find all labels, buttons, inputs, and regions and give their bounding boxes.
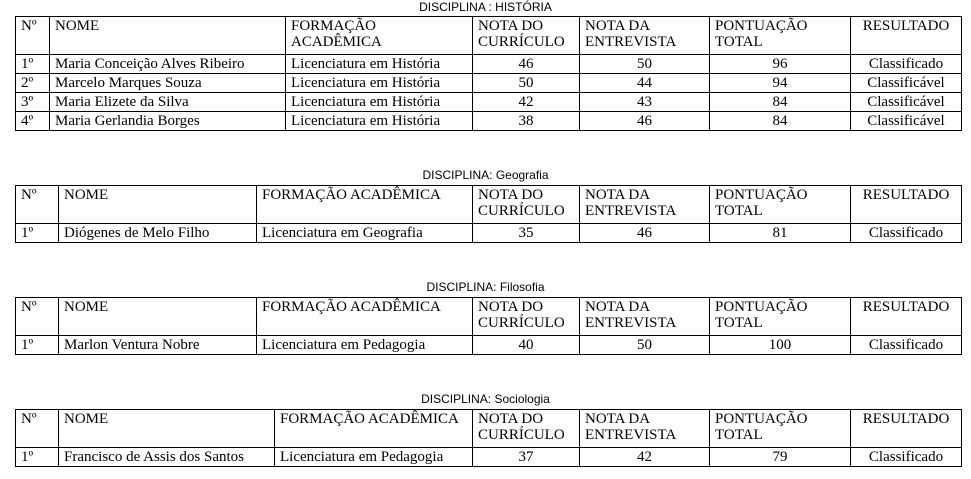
header-nota-curriculo: NOTA DO CURRÍCULO bbox=[473, 298, 580, 336]
cell-entrevista: 46 bbox=[580, 224, 710, 243]
table-header-row bbox=[16, 17, 962, 55]
section-title-sociologia: DISCIPLINA: Sociologia bbox=[421, 392, 550, 406]
section-title-filosofia: DISCIPLINA: Filosofia bbox=[426, 280, 545, 294]
cell-total: 84 bbox=[710, 93, 851, 112]
cell-num: 1º bbox=[16, 336, 59, 355]
header-num: Nº bbox=[16, 410, 59, 448]
cell-num: 2º bbox=[16, 74, 50, 93]
cell-num: 1º bbox=[16, 224, 59, 243]
header-nota-curriculo: NOTA DO CURRÍCULO bbox=[473, 17, 580, 55]
cell-entrevista: 44 bbox=[580, 74, 710, 93]
header-pontuacao: PONTUAÇÃO TOTAL bbox=[710, 17, 851, 55]
cell-formacao: Licenciatura em História bbox=[286, 93, 473, 112]
cell-total: 96 bbox=[710, 55, 851, 74]
table-header-row bbox=[16, 410, 962, 448]
cell-nome: Maria Elizete da Silva bbox=[50, 93, 286, 112]
cell-nome: Diógenes de Melo Filho bbox=[59, 224, 257, 243]
cell-curriculo: 37 bbox=[473, 448, 580, 467]
header-nota-entrevista: NOTA DA ENTREVISTA bbox=[580, 186, 710, 224]
cell-num: 4º bbox=[16, 112, 50, 131]
table-row bbox=[16, 448, 962, 467]
cell-num: 3º bbox=[16, 93, 50, 112]
cell-entrevista: 50 bbox=[580, 336, 710, 355]
cell-num: 1º bbox=[16, 55, 50, 74]
header-num: Nº bbox=[16, 17, 50, 55]
cell-total: 84 bbox=[710, 112, 851, 131]
cell-curriculo: 38 bbox=[473, 112, 580, 131]
header-num: Nº bbox=[16, 298, 59, 336]
cell-entrevista: 43 bbox=[580, 93, 710, 112]
cell-nome: Marcelo Marques Souza bbox=[50, 74, 286, 93]
table-row bbox=[16, 336, 962, 355]
header-nota-curriculo: NOTA DO CURRÍCULO bbox=[473, 186, 580, 224]
header-formacao: FORMAÇÃO ACADÊMICA bbox=[286, 17, 473, 55]
header-nota-entrevista: NOTA DA ENTREVISTA bbox=[580, 410, 710, 448]
table-header-row bbox=[16, 186, 962, 224]
header-formacao: FORMAÇÃO ACADÊMICA bbox=[257, 186, 473, 224]
table-row bbox=[16, 93, 962, 112]
cell-curriculo: 42 bbox=[473, 93, 580, 112]
cell-total: 79 bbox=[710, 448, 851, 467]
cell-nome: Maria Gerlandia Borges bbox=[50, 112, 286, 131]
cell-resultado: Classificado bbox=[851, 224, 962, 243]
cell-nome: Marlon Ventura Nobre bbox=[59, 336, 257, 355]
header-resultado: RESULTADO bbox=[851, 186, 962, 224]
cell-resultado: Classificável bbox=[851, 74, 962, 93]
cell-nome: Maria Conceição Alves Ribeiro bbox=[50, 55, 286, 74]
header-resultado: RESULTADO bbox=[851, 17, 962, 55]
header-nome: NOME bbox=[50, 17, 286, 55]
results-table-sociologia bbox=[15, 409, 962, 467]
header-pontuacao: PONTUAÇÃO TOTAL bbox=[710, 186, 851, 224]
cell-formacao: Licenciatura em História bbox=[286, 74, 473, 93]
cell-resultado: Classificado bbox=[851, 336, 962, 355]
cell-resultado: Classificável bbox=[851, 93, 962, 112]
cell-resultado: Classificado bbox=[851, 55, 962, 74]
cell-formacao: Licenciatura em Pedagogia bbox=[257, 336, 473, 355]
cell-entrevista: 50 bbox=[580, 55, 710, 74]
header-nota-entrevista: NOTA DA ENTREVISTA bbox=[580, 298, 710, 336]
section-title-historia: DISCIPLINA : HISTÓRIA bbox=[419, 0, 552, 14]
header-num: Nº bbox=[16, 186, 59, 224]
cell-nome: Francisco de Assis dos Santos bbox=[59, 448, 275, 467]
results-table-geografia bbox=[15, 185, 962, 243]
table-row bbox=[16, 74, 962, 93]
cell-total: 94 bbox=[710, 74, 851, 93]
cell-total: 81 bbox=[710, 224, 851, 243]
table-row bbox=[16, 112, 962, 131]
header-resultado: RESULTADO bbox=[851, 410, 962, 448]
cell-formacao: Licenciatura em Geografia bbox=[257, 224, 473, 243]
header-nome: NOME bbox=[59, 298, 257, 336]
cell-total: 100 bbox=[710, 336, 851, 355]
table-header-row bbox=[16, 298, 962, 336]
cell-curriculo: 46 bbox=[473, 55, 580, 74]
cell-num: 1º bbox=[16, 448, 59, 467]
cell-curriculo: 40 bbox=[473, 336, 580, 355]
cell-resultado: Classificado bbox=[851, 448, 962, 467]
cell-entrevista: 42 bbox=[580, 448, 710, 467]
header-nota-curriculo: NOTA DO CURRÍCULO bbox=[473, 410, 580, 448]
section-title-geografia: DISCIPLINA: Geografia bbox=[422, 168, 549, 182]
cell-curriculo: 50 bbox=[473, 74, 580, 93]
results-table-filosofia bbox=[15, 297, 962, 355]
table-row bbox=[16, 224, 962, 243]
header-nome: NOME bbox=[59, 186, 257, 224]
cell-entrevista: 46 bbox=[580, 112, 710, 131]
results-table-historia bbox=[15, 16, 962, 131]
table-row bbox=[16, 55, 962, 74]
header-formacao: FORMAÇÃO ACADÊMICA bbox=[257, 298, 473, 336]
header-formacao: FORMAÇÃO ACADÊMICA bbox=[275, 410, 473, 448]
cell-resultado: Classificável bbox=[851, 112, 962, 131]
header-resultado: RESULTADO bbox=[851, 298, 962, 336]
cell-formacao: Licenciatura em História bbox=[286, 55, 473, 74]
header-pontuacao: PONTUAÇÃO TOTAL bbox=[710, 410, 851, 448]
header-nota-entrevista: NOTA DA ENTREVISTA bbox=[580, 17, 710, 55]
header-nome: NOME bbox=[59, 410, 275, 448]
cell-formacao: Licenciatura em História bbox=[286, 112, 473, 131]
cell-formacao: Licenciatura em Pedagogia bbox=[275, 448, 473, 467]
header-pontuacao: PONTUAÇÃO TOTAL bbox=[710, 298, 851, 336]
cell-curriculo: 35 bbox=[473, 224, 580, 243]
